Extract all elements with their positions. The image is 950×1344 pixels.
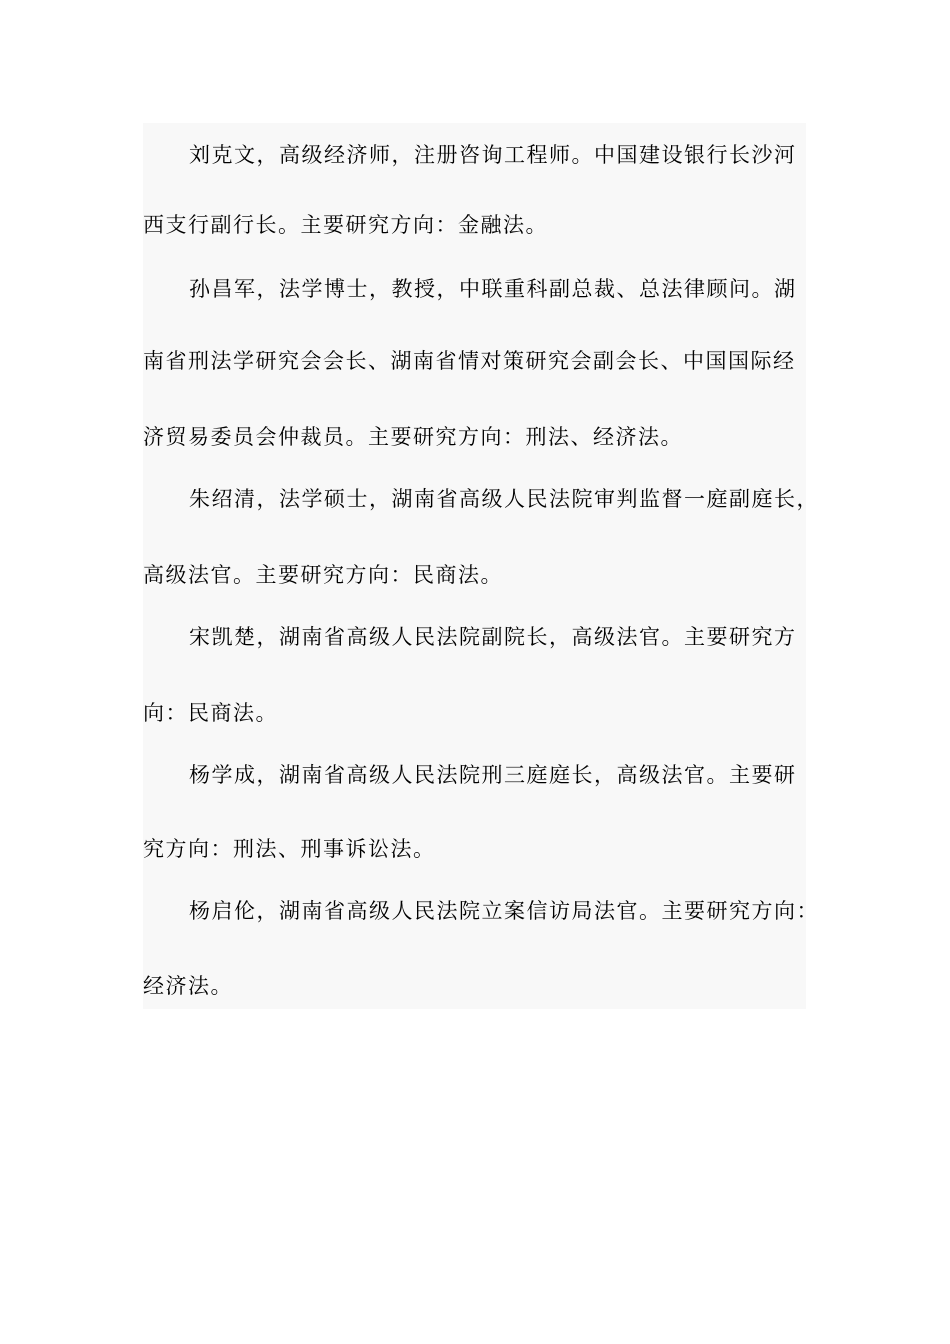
text-line: 孙昌军，法学博士，教授，中联重科副总裁、总法律顾问。湖 (189, 277, 797, 301)
text-line: 经济法。 (143, 974, 233, 998)
text-block (143, 123, 819, 1009)
text-line: 刘克文，高级经济师，注册咨询工程师。中国建设银行长沙河 (189, 143, 797, 167)
text-line: 南省刑法学研究会会长、湖南省情对策研究会副会长、中国国际经 (143, 349, 796, 373)
text-line: 济贸易委员会仲裁员。主要研究方向：刑法、经济法。 (143, 425, 683, 449)
text-line: 宋凯楚，湖南省高级人民法院副院长，高级法官。主要研究方 (189, 625, 797, 649)
text-line: 究方向：刑法、刑事诉讼法。 (143, 837, 436, 861)
text-line: 向：民商法。 (143, 701, 278, 725)
text-line: 西支行副行长。主要研究方向：金融法。 (143, 213, 548, 237)
text-line: 高级法官。主要研究方向：民商法。 (143, 563, 503, 587)
text-line: 杨启伦，湖南省高级人民法院立案信访局法官。主要研究方向： (189, 899, 819, 923)
text-line: 杨学成，湖南省高级人民法院刑三庭庭长，高级法官。主要研 (189, 763, 797, 787)
text-line: 朱绍清，法学硕士，湖南省高级人民法院审判监督一庭副庭长， (189, 487, 819, 511)
